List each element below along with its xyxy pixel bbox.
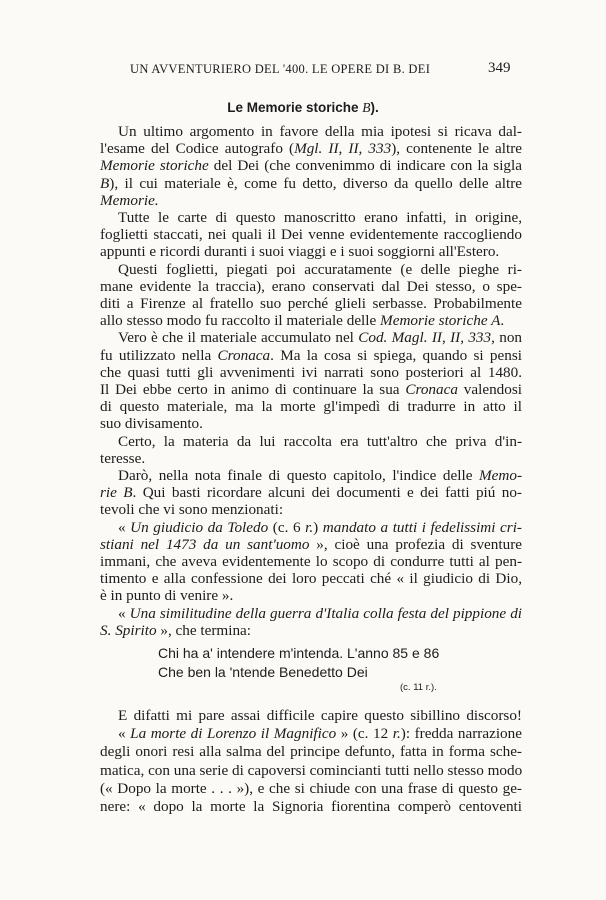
text-segment: nere: « dopo la morte la Signoria fiorentina comperò centoventi: [100, 798, 522, 815]
text-segment: tevoli che vi sono menzionati:: [100, 501, 284, 519]
text-line: [100, 381, 522, 399]
text-segment: «: [118, 725, 131, 743]
text-line: [100, 140, 522, 158]
text-line: [100, 622, 522, 640]
italic-text: rie B: [100, 484, 133, 502]
text-segment: Vero è che il materiale accumulato nel: [118, 329, 359, 347]
text-line: [118, 519, 522, 537]
text-line: [118, 123, 522, 141]
text-line: [100, 743, 522, 761]
section-title-text: Le Memorie storiche: [227, 100, 363, 115]
italic-text: Cod. Magl. II: [358, 329, 442, 347]
verse-line: Che ben la 'ntende Benedetto Dei: [158, 664, 368, 680]
italic-text: Cronaca: [405, 381, 458, 398]
text-segment: del Dei (che convenimmo di indicare con la sigla: [208, 157, 522, 175]
text-segment: «: [118, 604, 130, 622]
running-header: UN AVVENTURIERO DEL '400. LE OPERE DI B. DEI: [130, 62, 431, 76]
italic-text: II: [450, 329, 461, 347]
text-line: [118, 605, 522, 623]
italic-text: r.: [305, 518, 314, 536]
italic-text: 333: [468, 329, 492, 347]
text-segment: mane evidente la traccia), erano conservati dal Dei stesso, o spe-: [100, 277, 522, 295]
text-line: [100, 312, 522, 330]
italic-text: Memo-: [478, 467, 522, 484]
text-line: [118, 725, 522, 743]
text-segment: immani, che aveva evidentemente lo scopo di condurre tutti al pen-: [100, 553, 522, 570]
italic-text: Mgl. II, II, 333: [294, 140, 392, 158]
text-segment: ,: [460, 329, 469, 347]
text-segment: , non: [491, 329, 523, 347]
text-line: [100, 295, 522, 313]
text-line: [100, 587, 522, 605]
italic-text: Memorie storiche A: [380, 312, 501, 330]
italic-text: B: [100, 174, 110, 192]
italic-text: Una similitudine della guerra d'Italia colla festa del pippione di: [129, 604, 523, 622]
text-segment: (c. 6: [268, 518, 306, 536]
text-segment: Certo, la materia da lui raccolta era tutt'altro che priva d'in-: [118, 432, 522, 450]
text-line: [100, 415, 522, 433]
text-segment: », che termina:: [156, 621, 252, 639]
text-segment: Un ultimo argomento in favore della mia ipotesi si ricava dal-: [118, 123, 522, 140]
text-line: [100, 278, 522, 296]
text-line: [100, 780, 522, 798]
text-line: [100, 501, 522, 519]
text-segment: ), il cui materiale è, come fu detto, diverso da quello delle altre: [109, 174, 522, 192]
section-title-italic: B: [362, 100, 371, 115]
text-line: [100, 175, 522, 193]
section-title-tail: ).: [370, 100, 379, 115]
text-segment: Il Dei ebbe certo in animo di continuare la sua: [100, 381, 406, 398]
text-line: [118, 467, 522, 485]
text-segment: . Ma la cosa si spiega, quando si pensi: [270, 346, 522, 364]
text-line: [100, 536, 522, 554]
italic-text: Memorie storiche: [100, 157, 209, 175]
text-segment: ,: [441, 329, 451, 347]
italic-text: S. Spirito: [100, 621, 157, 639]
text-line: [100, 553, 522, 571]
text-segment: teresse.: [100, 449, 146, 467]
text-line: [100, 398, 522, 416]
text-segment: Questi foglietti, piegati poi accuratamente (e delle pieghe ri-: [118, 260, 522, 278]
text-segment: fu utilizzato nella: [100, 346, 218, 364]
text-segment: . Qui basti ricordare alcuni dei documenti e dei fatti piú no-: [132, 484, 522, 502]
text-segment: foglietti staccati, nei quali il Dei venne evidentemente raccogliendo: [100, 226, 522, 244]
text-segment: l'esame del Codice autografo (: [100, 140, 295, 158]
italic-text: Cronaca: [217, 346, 271, 364]
text-segment: Tutte le carte di questo manoscritto erano infatti, in origine,: [118, 209, 522, 226]
text-line: [100, 570, 522, 588]
text-segment: che quasi tutti gli avvenimenti ivi narrati sono posteriori al 1480.: [100, 363, 522, 381]
text-line: [100, 157, 522, 175]
text-segment: è in punto di venire ».: [100, 587, 234, 605]
page-number: 349: [488, 60, 511, 76]
italic-text: La morte di Lorenzo il Magnifico: [130, 725, 337, 743]
text-line: [118, 329, 522, 347]
text-line: [100, 484, 522, 502]
text-line: [100, 226, 522, 244]
text-segment: ): fredda narrazione: [400, 725, 522, 743]
verse-line: Chi ha a' intendere m'intenda. L'anno 85 e 86: [158, 645, 440, 661]
text-segment: di questo materiale, ma la morte gl'impedì di tradurre in atto il: [100, 398, 522, 416]
italic-text: Un giudicio da Toledo: [130, 518, 269, 536]
text-line: [100, 192, 522, 210]
text-segment: allo stesso modo fu raccolto il materiale delle: [100, 312, 381, 330]
text-segment: Darò, nella nota finale di questo capitolo, l'indice delle: [118, 467, 479, 484]
text-segment: matica, con una serie di capoversi comincianti tutti nello stesso modo: [100, 761, 523, 779]
text-segment: ), contenente le altre: [391, 140, 523, 158]
italic-text: Memorie.: [100, 191, 159, 209]
text-segment: ): [313, 518, 323, 536]
text-line: [118, 261, 522, 279]
text-line: [100, 798, 522, 816]
text-line: [100, 762, 522, 780]
text-line: [100, 450, 522, 468]
text-segment: «: [118, 518, 131, 536]
text-segment: appunti e ricordi duranti i suoi viaggi e i suoi soggiorni all'Estero.: [100, 243, 500, 261]
section-title: [0, 100, 606, 116]
text-segment: degli onori resi alla salma del principe defunto, fatta in forma sche-: [100, 743, 522, 761]
text-segment: valendosi: [457, 381, 522, 398]
text-segment: .: [500, 312, 505, 330]
text-segment: », cioè una profezia di sventure: [309, 535, 522, 553]
text-segment: E difatti mi pare assai difficile capire questo sibillino discorso!: [118, 707, 522, 724]
text-segment: » (c. 12: [336, 725, 393, 743]
text-segment: diti a Firenze al fratello suo perché glieli serbasse. Probabilmente: [100, 295, 522, 312]
verse-reference: (c. 11 r.).: [400, 682, 437, 693]
text-line: [118, 209, 522, 227]
italic-text: mandato a tutti i fedelissimi cri-: [322, 518, 522, 536]
text-line: [118, 707, 522, 725]
text-line: [118, 433, 522, 451]
text-segment: suo divisamento.: [100, 415, 203, 433]
text-line: [100, 243, 522, 261]
text-line: [100, 347, 522, 365]
text-segment: timento e alla confessione dei loro peccati ché « il giudicio di Dio,: [100, 570, 522, 588]
text-segment: (« Dopo la morte . . . »), e che si chiude con una frase di questo ge-: [100, 779, 522, 797]
text-line: [100, 364, 522, 382]
italic-text: stiani nel 1473 da un sant'uomo: [100, 535, 310, 553]
italic-text: r.: [392, 725, 401, 743]
